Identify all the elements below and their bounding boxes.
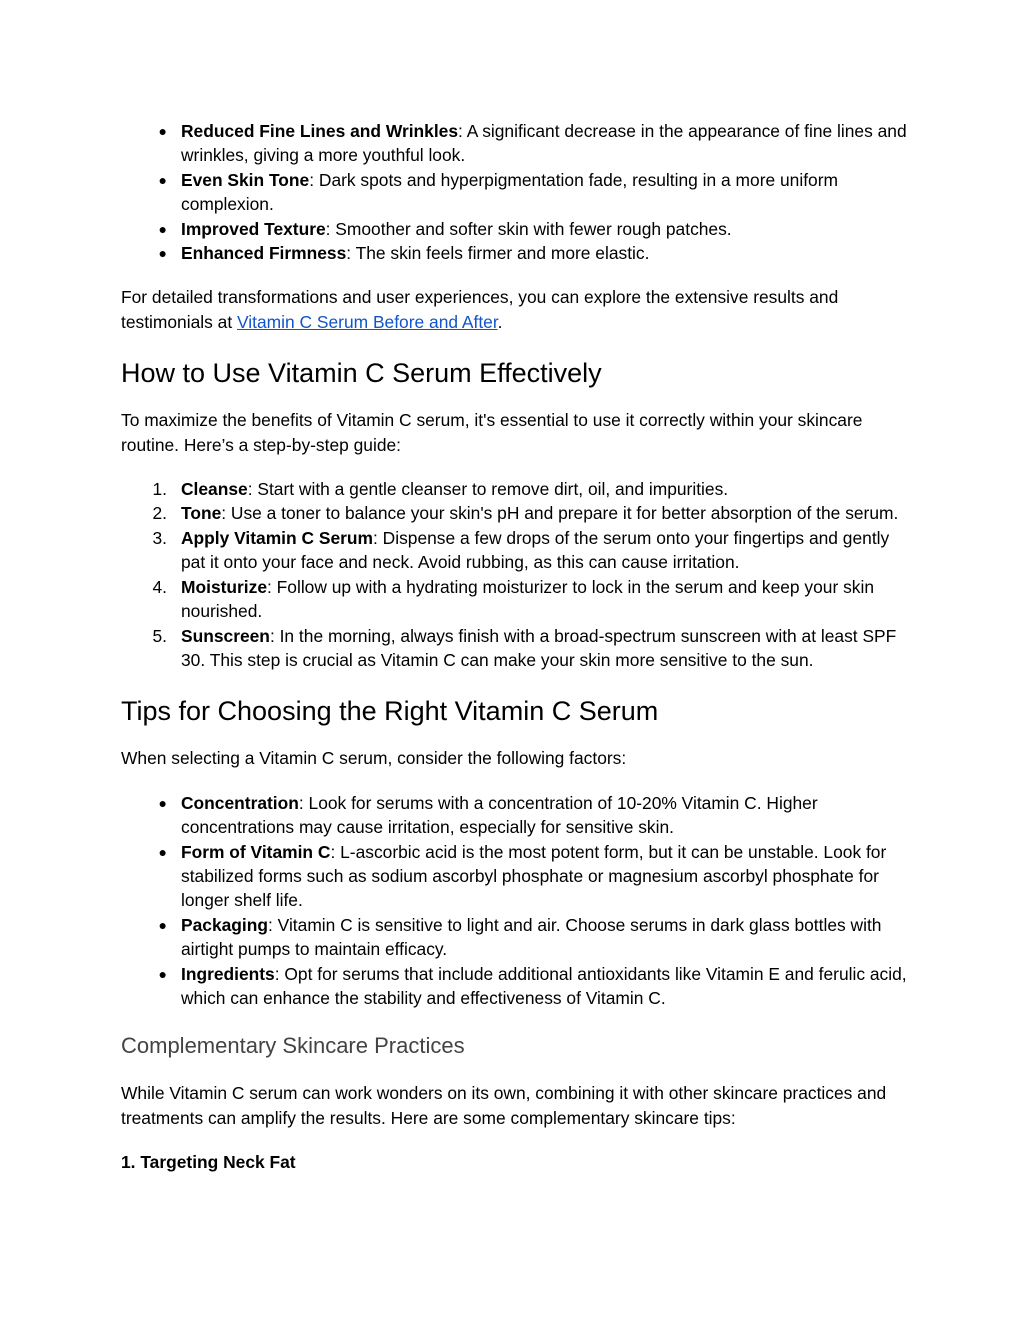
complementary-intro: While Vitamin C serum can work wonders on its own, combining it with other skincare practices and treatments can amplify the results. Here are some complementary skincare tips: <box>121 1083 887 1128</box>
list-item <box>121 526 911 575</box>
list-item-term: Ingredients <box>181 963 275 984</box>
bullet-icon: ● <box>158 965 167 982</box>
list-item <box>121 791 911 840</box>
bullet-icon: ● <box>158 245 167 262</box>
list-item <box>121 840 911 913</box>
bullet-icon: ● <box>158 220 167 237</box>
list-item <box>121 913 911 962</box>
steps-list <box>121 477 911 672</box>
complementary-heading: Complementary Skincare Practices <box>121 1033 465 1059</box>
list-item-text: : Look for serums with a concentration of 10-20% Vitamin C. Higher concentrations may cause irritation, especially for sensitive skin. <box>181 792 818 838</box>
list-item-term: Reduced Fine Lines and Wrinkles <box>181 121 459 141</box>
list-item-text: : Dispense a few drops of the serum onto your fingertips and gently pat it onto your face and neck. Avoid rubbing, as this can cause irritation. <box>181 527 890 573</box>
before-after-link[interactable]: Vitamin C Serum Before and After <box>237 311 498 332</box>
list-item <box>121 241 911 265</box>
bullet-icon: ● <box>158 916 167 933</box>
list-item <box>121 575 911 624</box>
neck-fat-subheading: 1. Targeting Neck Fat <box>121 1152 296 1173</box>
list-item-text: : Smoother and softer skin with fewer rough patches. <box>325 218 732 239</box>
list-item-text: : Follow up with a hydrating moisturizer to lock in the serum and keep your skin nourished. <box>181 576 875 622</box>
list-item-term: Enhanced Firmness <box>181 243 347 264</box>
bullet-icon: ● <box>158 794 167 811</box>
list-item-text: : Dark spots and hyperpigmentation fade, resulting in a more uniform complexion. <box>181 169 838 215</box>
step-number: 5. <box>152 625 167 646</box>
list-item <box>121 217 911 241</box>
document-body <box>121 119 911 1175</box>
bullet-icon: ● <box>158 123 167 139</box>
list-item-text: : Start with a gentle cleanser to remove dirt, oil, and impurities. <box>247 479 729 500</box>
bullet-icon: ● <box>158 843 167 860</box>
list-item-text: : Vitamin C is sensitive to light and air. Choose serums in dark glass bottles with airtight pumps to maintain efficacy. <box>181 914 882 960</box>
step-number: 3. <box>152 527 167 548</box>
list-item <box>121 119 911 168</box>
how-to-heading: How to Use Vitamin C Serum Effectively <box>121 358 602 389</box>
explore-end: . <box>497 311 503 332</box>
list-item <box>121 962 911 1011</box>
list-item-text: : In the morning, always finish with a broad-spectrum sunscreen with at least SPF 30. This step is crucial as Vitamin C can make your skin more sensitive to the sun. <box>181 625 897 670</box>
tips-intro: When selecting a Vitamin C serum, consider the following factors: <box>121 748 627 769</box>
list-item-term: Tone <box>181 503 222 524</box>
list-item-text: : L-ascorbic acid is the most potent form, but it can be unstable. Look for stabilized forms such as sodium ascorbyl phosphate or magnesium ascorbyl phosphate for longer shelf life. <box>181 841 887 911</box>
results-list <box>121 119 911 265</box>
list-item-text: : Opt for serums that include additional antioxidants like Vitamin E and ferulic acid, which can enhance the stability and effectiveness of Vitamin C. <box>181 963 907 1008</box>
step-number: 4. <box>152 576 167 597</box>
list-item-term: Even Skin Tone <box>181 169 310 190</box>
list-item-term: Packaging <box>181 914 268 935</box>
how-to-intro: To maximize the benefits of Vitamin C serum, it's essential to use it correctly within your skincare routine. Here’s a step-by-step guide: <box>121 410 863 455</box>
list-item <box>121 501 911 525</box>
list-item-term: Moisturize <box>181 576 267 597</box>
list-item-term: Form of Vitamin C <box>181 841 331 862</box>
explore-paragraph <box>121 285 911 334</box>
list-item-term: Apply Vitamin C Serum <box>181 527 373 548</box>
step-number: 2. <box>152 503 167 524</box>
list-item-text: : A significant decrease in the appearance of fine lines and wrinkles, giving a more youthful look. <box>181 121 907 166</box>
list-item-term: Cleanse <box>181 479 248 500</box>
list-item-text: : Use a toner to balance your skin's pH and prepare it for better absorption of the serum. <box>221 503 899 524</box>
list-item-term: Improved Texture <box>181 218 326 239</box>
list-item-term: Concentration <box>181 792 299 813</box>
tips-list <box>121 791 911 1011</box>
list-item <box>121 624 911 673</box>
explore-text: For detailed transformations and user experiences, you can explore the extensive results and testimonials at <box>121 287 839 332</box>
bullet-icon: ● <box>158 171 167 188</box>
tips-heading: Tips for Choosing the Right Vitamin C Serum <box>121 696 659 727</box>
list-item-text: : The skin feels firmer and more elastic. <box>346 243 650 264</box>
list-item <box>121 477 911 501</box>
step-number: 1. <box>152 479 167 500</box>
list-item <box>121 168 911 217</box>
list-item-term: Sunscreen <box>181 625 270 646</box>
